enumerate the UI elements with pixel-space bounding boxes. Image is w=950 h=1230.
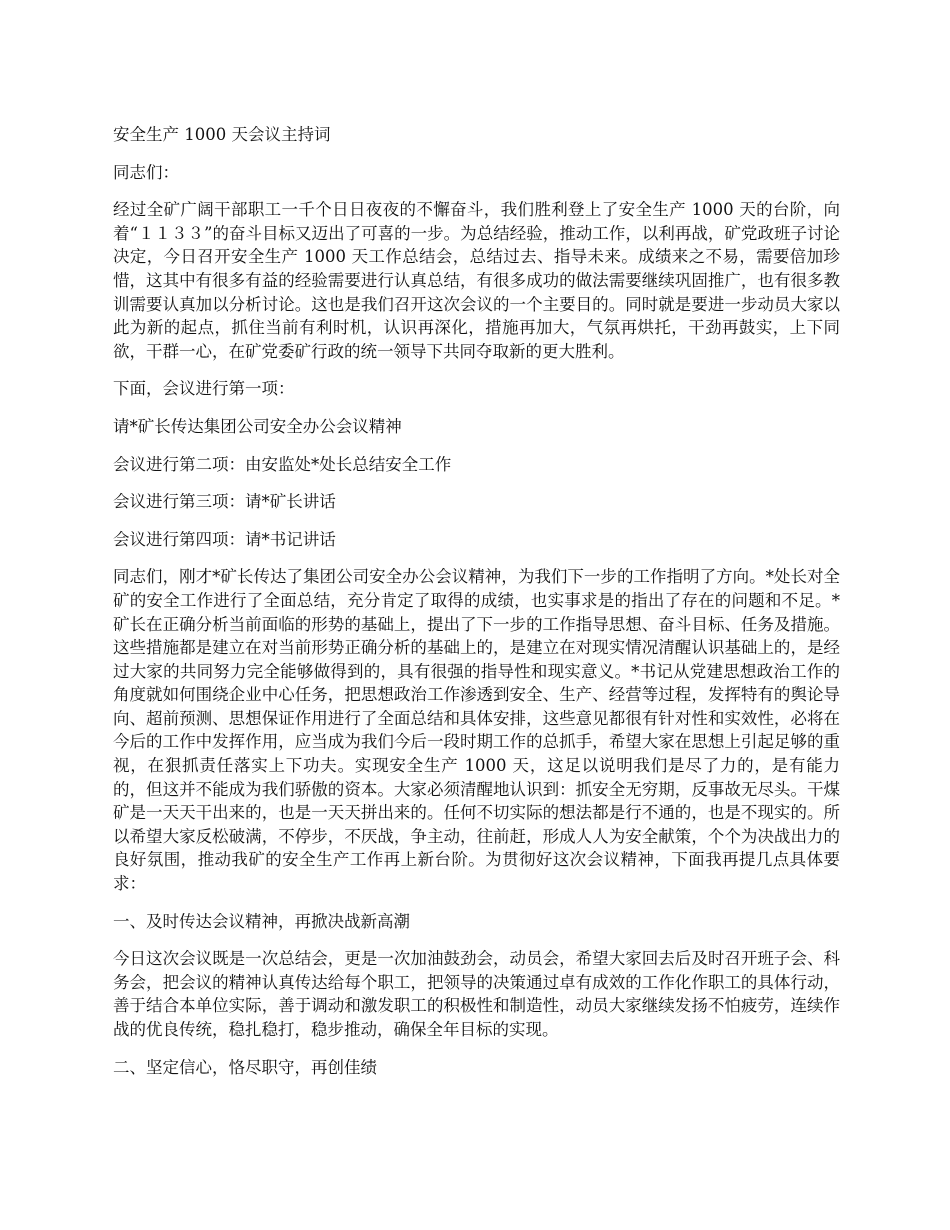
summary-paragraph: 同志们，刚才*矿长传达了集团公司安全办公会议精神，为我们下一步的工作指明了方向。*处长对全矿的安全工作进行了全面总结，充分肯定了取得的成绩，也实事求是的指出了存在的问题和不足。*矿长在正确分析当前面临的形势的基础上，提出了下一步的工作指导思想、奋斗目标、任务及措施。这些措施都是建立在对当前形势正确分析的基础上的，是建立在对现实情况清醒认识基础上的，是经过大家的共同努力完全能够做得到的，具有很强的指导性和现实意义。*书记从党建思想政治工作的角度就如何围绕企业中心任务，把思想政治工作渗透到安全、生产、经营等过程，发挥特有的舆论导向、超前预测、思想保证作用进行了全面总结和具体安排，这些意见都很有针对性和实效性，必将在今后的工作中发挥作用，应当成为我们今后一段时期工作的总抓手，希望大家在思想上引起足够的重视，在狠抓责任落实上下功夫。实现安全生产 1000 天，这足以说明我们是尽了力的，是有能力的，但这并不能成为我们骄傲的资本。大家必须清醒地认识到：抓安全无穷期，反事故无尽头。干煤矿是一天天干出来的，也是一天天拼出来的。任何不切实际的想法都是行不通的，也是不现实的。所以希望大家反松破满，不停步，不厌战，争主动，往前赶，形成人人为安全献策，个个为决战出力的良好氛围，推动我矿的安全生产工作再上新台阶。为贯彻好这次会议精神，下面我再提几点具体要求： [113, 567, 840, 894]
section-1-body: 今日这次会议既是一次总结会，更是一次加油鼓劲会，动员会，希望大家回去后及时召开班子会、科务会，把会议的精神认真传达给每个职工，把领导的决策通过卓有成效的工作化作职工的具体行动，善于结合本单位实际，善于调动和激发职工的积极性和制造性，动员大家继续发扬不怕疲劳，连续作战的优良传统，稳扎稳打，稳步推动，确保全年目标的实现。 [113, 949, 840, 1039]
agenda-item-2: 会议进行第二项：由安监处*处长总结安全工作 [113, 454, 452, 474]
agenda-item-4: 会议进行第四项：请*书记讲话 [113, 529, 336, 549]
document-page [113, 123, 840, 1093]
section-heading-2: 二、坚定信心，恪尽职守，再创佳绩 [113, 1057, 377, 1077]
salutation: 同志们： [113, 162, 179, 182]
section-heading-1: 一、及时传达会议精神，再掀决战新高潮 [113, 911, 410, 931]
opening-paragraph: 经过全矿广阔干部职工一千个日日夜夜的不懈奋斗，我们胜利登上了安全生产 1000 天的台阶，向着“１１３３”的奋斗目标又迈出了可喜的一步。为总结经验，推动工作，以利再战，矿党政班子讨论决定，今日召开安全生产 1000 天工作总结会，总结过去、指导未来。成绩来之不易，需要倍加珍惜，这其中有很多有益的经验需要进行认真总结，有很多成功的做法需要继续巩固推广，也有很多教训需要认真加以分析讨论。这也是我们召开这次会议的一个主要目的。同时就是要进一步动员大家以此为新的起点，抓住当前有利时机，认识再深化，措施再加大，气氛再烘托，干劲再鼓实，上下同欲，干群一心，在矿党委矿行政的统一领导下共同夺取新的更大胜利。 [113, 200, 840, 361]
agenda-item-1: 请*矿长传达集团公司安全办公会议精神 [113, 416, 402, 436]
agenda-intro: 下面，会议进行第一项： [113, 379, 295, 399]
document-title: 安全生产 1000 天会议主持词 [113, 125, 331, 144]
agenda-item-3: 会议进行第三项：请*矿长讲话 [113, 492, 336, 512]
